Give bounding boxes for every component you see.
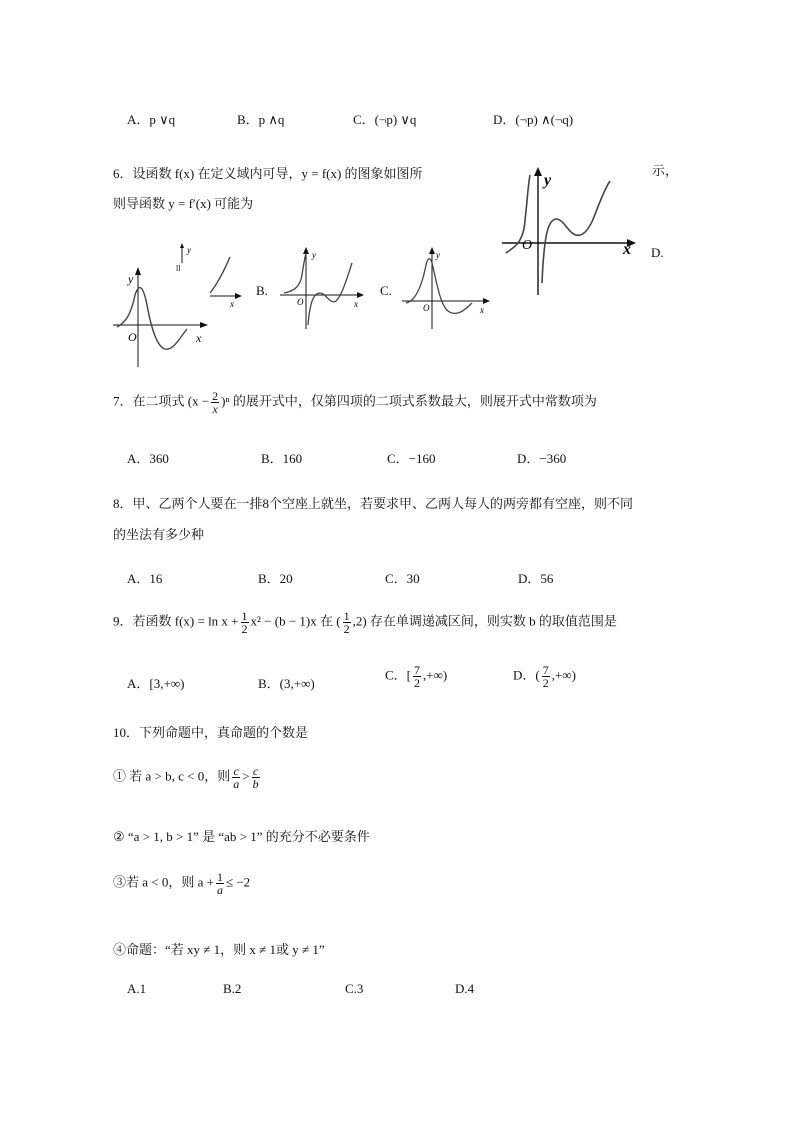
q9-option-c[interactable] bbox=[385, 664, 447, 689]
q9-option-b[interactable]: B．(3,+∞) bbox=[258, 676, 315, 691]
q5-option-d[interactable]: D．(¬p) ∧(¬q) bbox=[493, 112, 574, 127]
q6-c-x-label: x bbox=[480, 305, 484, 315]
q10-statement-4: ④命题：“若 xy ≠ 1，则 x ≠ 1或 y ≠ 1” bbox=[113, 942, 325, 957]
q10-s1-f1-den: a bbox=[233, 777, 240, 791]
q6-partial-y-label: y bbox=[187, 245, 191, 255]
q6-partial-x-label: x bbox=[230, 299, 234, 308]
q10-s1-f2-den: b bbox=[252, 777, 259, 791]
q9-option-a[interactable]: A．[3,+∞) bbox=[127, 676, 185, 691]
q5-option-b[interactable]: B．p ∧q bbox=[237, 112, 285, 127]
q6-a-x-label: x bbox=[196, 331, 202, 345]
q6-partial-mark: ll bbox=[176, 264, 181, 273]
q8-option-a[interactable]: A．16 bbox=[127, 571, 163, 586]
q9-option-c-fraction bbox=[413, 664, 421, 689]
q7-option-d[interactable]: D．−360 bbox=[517, 451, 567, 466]
q7-option-b[interactable]: B．160 bbox=[261, 451, 303, 466]
q7-option-c[interactable]: C．−160 bbox=[387, 451, 436, 466]
q9-option-d-post: ,+∞) bbox=[551, 667, 576, 683]
q7-stem-prefix: 7．在二项式 (x − bbox=[113, 393, 210, 409]
q7-frac-den: x bbox=[212, 402, 218, 416]
q7-frac-num: 2 bbox=[212, 389, 219, 403]
q6-b-y-label: y bbox=[312, 250, 316, 260]
q8-option-c[interactable]: C．30 bbox=[385, 571, 420, 586]
q7-fraction bbox=[211, 390, 219, 415]
q10-s1-f2-num: c bbox=[252, 764, 259, 778]
q6-option-d-label[interactable]: D. bbox=[651, 245, 664, 260]
q8-option-b[interactable]: B．20 bbox=[258, 571, 293, 586]
q7-stem bbox=[113, 390, 597, 415]
q6-c-origin-label: O bbox=[423, 303, 430, 313]
q6-option-c-label[interactable]: C. bbox=[380, 283, 392, 298]
q9-stem-suffix: ,2) 存在单调递减区间，则实数 b 的取值范围是 bbox=[352, 613, 617, 629]
q9-stem-middle: x² − (b − 1)x 在 ( bbox=[250, 613, 341, 629]
q7-stem-suffix: )ⁿ 的展开式中，仅第四项的二项式系数最大，则展开式中常数项为 bbox=[221, 393, 597, 409]
q9-option-d[interactable] bbox=[513, 664, 576, 689]
q9-option-d-pre: D．( bbox=[513, 667, 540, 683]
q10-statement-2: ② “a > 1, b > 1” 是 “ab > 1” 的充分不必要条件 bbox=[113, 829, 370, 844]
q6-main-origin-label: O bbox=[522, 238, 533, 253]
q10-option-b[interactable]: B.2 bbox=[223, 981, 242, 996]
q10-s1-mid: > bbox=[242, 768, 250, 784]
q9-stem-prefix: 9．若函数 f(x) = ln x + bbox=[113, 613, 239, 629]
q6-stem-line1-tail: 示， bbox=[652, 163, 679, 178]
q7-option-a[interactable]: A．360 bbox=[127, 451, 169, 466]
q5-option-c[interactable]: C．(¬p) ∨q bbox=[353, 112, 417, 127]
q10-s1-pre: ① 若 a > b, c < 0，则 bbox=[113, 768, 231, 784]
q9-option-d-num: 7 bbox=[542, 663, 549, 677]
q10-option-c[interactable]: C.3 bbox=[345, 981, 364, 996]
q6-b-origin-label: O bbox=[297, 297, 304, 307]
q9-option-d-den: 2 bbox=[542, 676, 549, 690]
q8-option-d[interactable]: D．56 bbox=[518, 571, 554, 586]
q9-option-c-den: 2 bbox=[414, 676, 421, 690]
q6-main-y-label: y bbox=[544, 172, 552, 189]
q9-stem bbox=[113, 610, 617, 635]
q10-s1-fraction-1 bbox=[232, 765, 240, 790]
q6-b-x-label: x bbox=[354, 299, 358, 309]
q10-s3-den: a bbox=[216, 883, 223, 897]
q9-option-c-post: ,+∞) bbox=[423, 667, 448, 683]
q9-frac1-num: 1 bbox=[241, 609, 248, 623]
q6-main-graph bbox=[502, 165, 642, 295]
q6-stem-line1: 6．设函数 f(x) 在定义域内可导，y = f(x) 的图象如图所 bbox=[113, 166, 423, 181]
q9-frac2-den: 2 bbox=[343, 622, 350, 636]
q8-stem-line1: 8．甲、乙两个人要在一排8个空座上就坐，若要求甲、乙两人每人的两旁都有空座，则不同 bbox=[113, 496, 634, 511]
q5-option-a[interactable]: A．p ∨q bbox=[127, 112, 176, 127]
q9-fraction-1 bbox=[241, 610, 249, 635]
q10-s1-f1-num: c bbox=[233, 764, 239, 778]
q10-s1-fraction-2 bbox=[252, 765, 260, 790]
q10-option-d[interactable]: D.4 bbox=[455, 981, 475, 996]
q8-stem-line2: 的坐法有多少种 bbox=[113, 527, 205, 542]
q6-option-b-label[interactable]: B. bbox=[256, 283, 268, 298]
q10-statement-1 bbox=[113, 765, 262, 790]
q9-option-c-pre: C．[ bbox=[385, 667, 412, 683]
q6-option-c-graph[interactable] bbox=[402, 245, 492, 330]
q6-partial-graph bbox=[174, 243, 244, 308]
q9-fraction-2 bbox=[343, 610, 351, 635]
q10-s3-num: 1 bbox=[216, 870, 223, 884]
q9-frac2-num: 1 bbox=[343, 609, 350, 623]
q10-s3-pre: ③若 a < 0，则 a + bbox=[113, 874, 214, 890]
q10-title: 10．下列命题中，真命题的个数是 bbox=[113, 725, 309, 740]
q6-option-b-graph[interactable] bbox=[280, 245, 365, 330]
q9-frac1-den: 2 bbox=[241, 622, 248, 636]
q10-s3-fraction bbox=[216, 871, 224, 896]
q6-a-origin-label: O bbox=[128, 330, 137, 344]
q6-main-x-label: x bbox=[623, 241, 631, 258]
q9-option-c-num: 7 bbox=[414, 663, 421, 677]
q10-option-a[interactable]: A.1 bbox=[127, 981, 147, 996]
q10-s3-post: ≤ −2 bbox=[225, 874, 251, 890]
q6-c-y-label: y bbox=[436, 250, 440, 260]
q6-stem-line2: 则导函数 y = f′(x) 可能为 bbox=[113, 196, 254, 211]
q6-a-y-label: y bbox=[128, 272, 134, 286]
q10-statement-3 bbox=[113, 871, 250, 896]
q9-option-d-fraction bbox=[542, 664, 550, 689]
